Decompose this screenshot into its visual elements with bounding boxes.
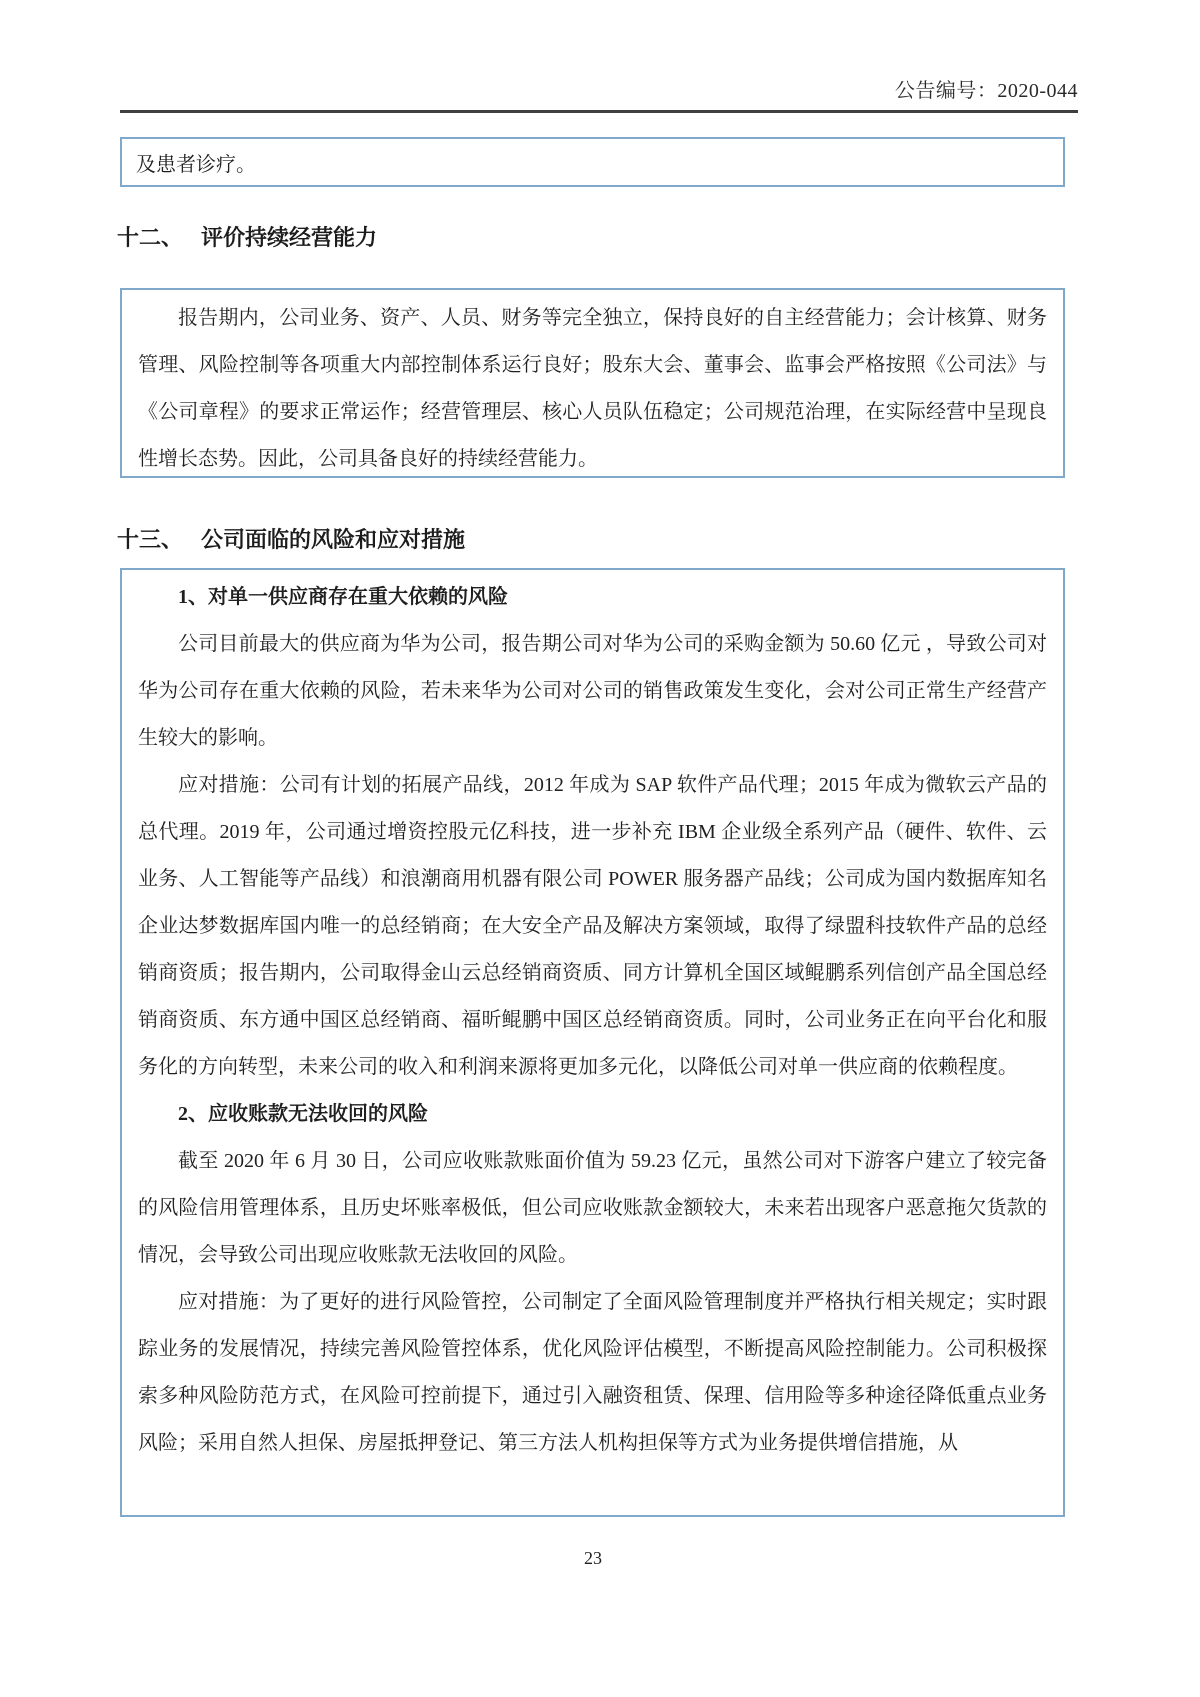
risk-2-paragraph-1: 截至 2020 年 6 月 30 日，公司应收账款账面价值为 59.23 亿元，虽然公司对下游客户建立了较完备的风险信用管理体系，且历史坏账率极低，但公司应收账款金额较大，未来若出现客户恶意拖欠货款的情况，会导致公司出现应收账款无法收回的风险。 (138, 1150, 1047, 1266)
section-12-number: 十二、 (117, 225, 184, 250)
section-12-heading (117, 221, 377, 252)
risk-2-heading: 2、应收账款无法收回的风险 (178, 1103, 428, 1125)
continuation-text: 及患者诊疗。 (136, 153, 256, 176)
section-13-title: 公司面临的风险和应对措施 (201, 527, 466, 552)
section-13-heading (117, 523, 465, 554)
announcement-number: 公告编号：2020-044 (894, 80, 1078, 102)
risk-1-paragraph-1: 公司目前最大的供应商为华为公司，报告期公司对华为公司的采购金额为 50.60 亿元 ，导致公司对华为公司存在重大依赖的风险，若未来华为公司对公司的销售政策发生变化，会对公司正常生产经营产生较大的影响。 (138, 633, 1047, 749)
section-13-number: 十三、 (117, 527, 184, 552)
risk-1-paragraph-2: 应对措施：公司有计划的拓展产品线，2012 年成为 SAP 软件产品代理；2015 年成为微软云产品的总代理。2019 年，公司通过增资控股元亿科技，进一步补充 IBM 企业级全系列产品（硬件、软件、云业务、人工智能等产品线）和浪潮商用机器有限公司 POWER 服务器产品线；公司成为国内数据库知名企业达梦数据库国内唯一的总经销商；在大安全产品及解决方案领域，取得了绿盟科技软件产品的总经销商资质；报告期内，公司取得金山云总经销商资质、同方计算机全国区域鲲鹏系列信创产品全国总经销商资质、东方通中国区总经销商、福昕鲲鹏中国区总经销商资质。同时，公司业务正在向平台化和服务化的方向转型，未来公司的收入和利润来源将更加多元化，以降低公司对单一供应商的依赖程度。 (138, 774, 1047, 1078)
risk-1-heading: 1、对单一供应商存在重大依赖的风险 (178, 586, 508, 608)
section-12-text-box (120, 288, 1065, 478)
section-12-paragraph: 报告期内，公司业务、资产、人员、财务等完全独立，保持良好的自主经营能力；会计核算、财务管理、风险控制等各项重大内部控制体系运行良好；股东大会、董事会、监事会严格按照《公司法》与《公司章程》的要求正常运作；经营管理层、核心人员队伍稳定；公司规范治理，在实际经营中呈现良性增长态势。因此，公司具备良好的持续经营能力。 (138, 307, 1047, 470)
page-number: 23 (584, 1548, 602, 1568)
header-rule (120, 110, 1078, 113)
section-12-title: 评价持续经营能力 (201, 225, 378, 250)
continuation-text-box (120, 137, 1065, 187)
risk-2-paragraph-2: 应对措施：为了更好的进行风险管控，公司制定了全面风险管理制度并严格执行相关规定；实时跟踪业务的发展情况，持续完善风险管控体系，优化风险评估模型，不断提高风险控制能力。公司积极探索多种风险防范方式，在风险可控前提下，通过引入融资租赁、保理、信用险等多种途径降低重点业务风险；采用自然人担保、房屋抵押登记、第三方法人机构担保等方式为业务提供增信措施，从 (138, 1291, 1047, 1454)
section-13-text-box (120, 568, 1065, 1517)
